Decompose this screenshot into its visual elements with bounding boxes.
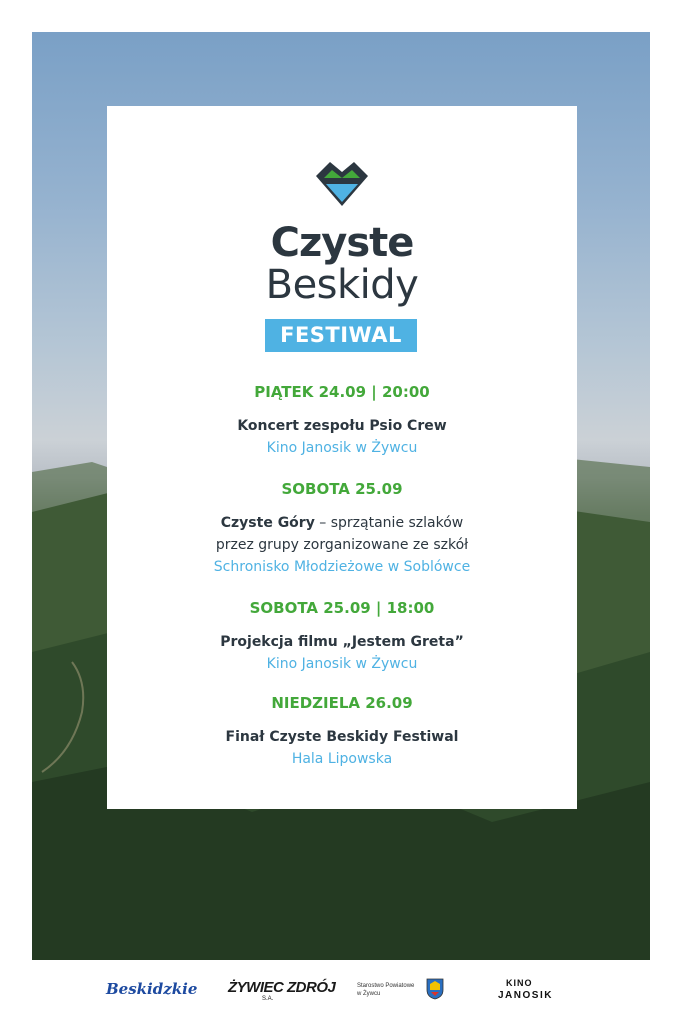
event-place: Kino Janosik w Żywcu xyxy=(266,440,418,456)
event-place: Kino Janosik w Żywcu xyxy=(266,656,418,672)
event-1 xyxy=(107,381,577,459)
event-description: przez grupy zorganizowane ze szkół xyxy=(215,537,469,553)
brand-title-czyste: Czyste xyxy=(270,220,414,266)
starostwo-line1: Starostwo Powiatowe xyxy=(357,983,415,989)
festival-badge: FESTIWAL xyxy=(265,319,417,352)
zywiec-zdroj-sa: S.A. xyxy=(262,996,274,1002)
event-date: NIEDZIELA 26.09 xyxy=(271,694,413,712)
event-3 xyxy=(107,597,577,675)
event-title: Finał Czyste Beskidy Festiwal xyxy=(225,729,459,745)
event-date: PIĄTEK 24.09 | 20:00 xyxy=(254,383,430,401)
starostwo-line2: w Żywcu xyxy=(357,991,381,997)
event-4 xyxy=(107,692,577,770)
event-place: Hala Lipowska xyxy=(291,751,393,767)
sponsor-logos xyxy=(0,970,683,1020)
kino-janosik-logo-top: KINO xyxy=(506,978,533,988)
event-card xyxy=(107,106,577,809)
kino-janosik-logo-bottom: JANOSIK xyxy=(498,990,553,1001)
zywiec-zdroj-logo: ŻYWIEC ZDRÓJ xyxy=(228,979,336,996)
event-2 xyxy=(107,478,577,578)
mountain-heart-icon xyxy=(314,158,370,214)
coat-of-arms-icon xyxy=(426,978,444,1000)
brand-title-beskidy: Beskidy xyxy=(265,262,419,308)
event-date: SOBOTA 25.09 | 18:00 xyxy=(249,599,435,617)
beskidzkie-logo: Beskidzkie xyxy=(106,980,198,998)
event-title: Koncert zespołu Psio Crew xyxy=(237,418,447,434)
starostwo-logo-text xyxy=(357,982,427,998)
event-date: SOBOTA 25.09 xyxy=(281,480,403,498)
event-title xyxy=(107,512,577,534)
event-place: Schronisko Młodzieżowe w Soblówce xyxy=(213,559,471,575)
event-title-rest: – sprzątanie szlaków xyxy=(314,515,464,531)
event-title: Projekcja filmu „Jestem Greta” xyxy=(220,634,464,650)
event-title-bold: Czyste Góry xyxy=(220,515,315,531)
